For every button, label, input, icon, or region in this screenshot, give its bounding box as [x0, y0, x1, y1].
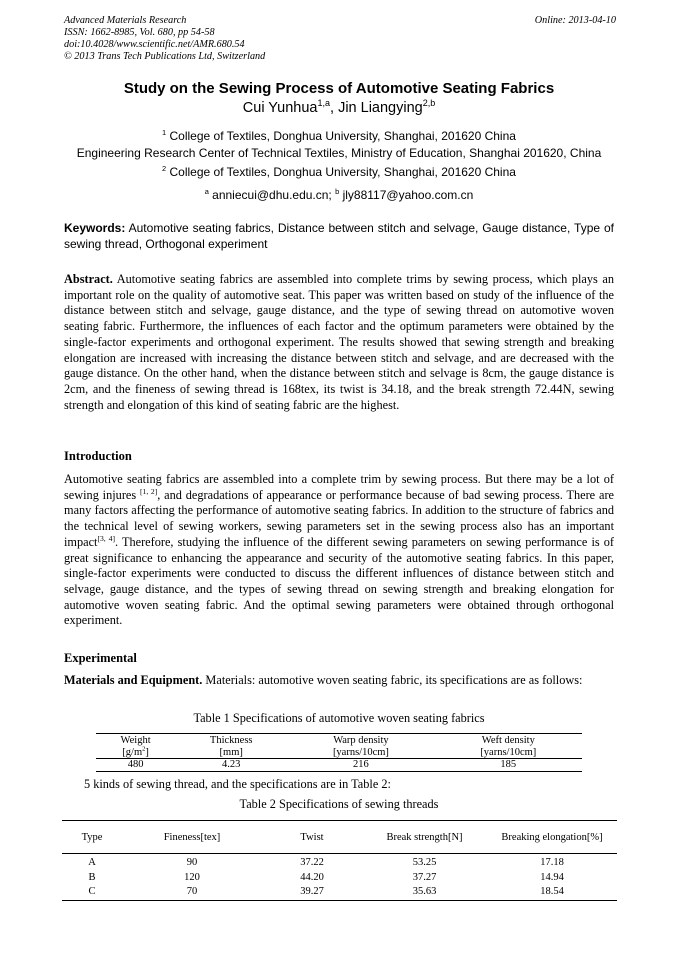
table-header-cell: Fineness[tex]: [122, 821, 262, 854]
table-header-cell: Thickness [mm]: [209, 735, 253, 758]
intro-text: . Therefore, studying the influence of the different sewing parameters on sewing performance is of great significance to enhancing the appearance and security of the automotive seating fabrics. In this paper, single-factor experiments were conducted to discuss the different influences of distance between stitch and selvage, gauge distance, and the types of sewing thread on sewing strength and breaking elongation for automotive woven seating fabric. And the optimal sewing parameters were obtained through orthogonal experiment.: [64, 534, 615, 628]
affiliation-1b: Engineering Research Center of Technical Textiles, Ministry of Education, Shanghai 201620, China: [76, 146, 602, 160]
online-date: Online: 2013-04-10: [534, 15, 616, 26]
affiliation-superscript: 1: [162, 128, 167, 137]
table-row: [96, 759, 582, 772]
author-list: [0, 100, 678, 116]
introduction-body: [64, 472, 614, 629]
table-header-cell: Break strength[N]: [362, 821, 487, 854]
email-a[interactable]: anniecui@dhu.edu.cn;: [208, 188, 336, 202]
journal-header: [64, 15, 616, 63]
email-superscript: a: [204, 187, 209, 196]
table-cell: 39.27: [300, 886, 324, 897]
journal-name: Advanced Materials Research: [64, 15, 187, 26]
table-cell: 480: [96, 759, 175, 772]
keywords: [64, 220, 614, 252]
table-cell: 35.63: [412, 886, 437, 897]
abstract-text: Automotive seating fabrics are assembled into complete trims by sewing process, which plays an important role on the quality of automotive seat. This paper was written based on study of the influence of the distance between stitch and selvage, gauge distance, and the type of sewing thread on automotive woven seating fabric. Furthermore, the influences of each factor and the optimum parameters were obtained by the single-factor experiments and orthogonal experiment. The results showed that sewing strength and breaking elongation are increased with increasing the distance between stitch and selvage, and are decreased with the gauge distance. On the other hand, when the distance between stitch and selvage is 8cm, the gauge distance is 2cm, and the fineness of sewing thread is 168tex, its twist is 34.18, and the break strength 72.44N, sewing strength and elongation of this kind of seating fabric are the highest.: [64, 272, 614, 412]
keywords-text: Automotive seating fabrics, Distance between stitch and selvage, Gauge distance, Type of sewing thread, Orthogonal experiment: [64, 221, 614, 251]
email-line: [0, 188, 678, 202]
materials-paragraph: [64, 673, 614, 689]
abstract: [64, 272, 614, 413]
table-cell: 17.18: [540, 857, 564, 868]
intro-text: Automotive seating fabrics are assembled into a complete trim by sewing process. But there may be a lot of sewing injures: [64, 472, 614, 502]
author-name: Cui Yunhua: [242, 100, 318, 116]
table-cell: B: [88, 871, 96, 883]
table-cell: 14.94: [540, 871, 564, 883]
table-header-cell: Warp density [yarns/10cm]: [332, 735, 389, 758]
table2: [62, 820, 617, 901]
table-cell: 44.20: [300, 871, 324, 883]
affiliation-2: [0, 165, 678, 179]
table-cell: 185: [435, 759, 582, 772]
affiliation-text: College of Textiles, Donghua University, Shanghai, 201620 China: [166, 129, 516, 143]
intro-text: , and degradations of appearance or performance because of bad sewing process. There are many factors affecting the performance of automotive seating fabrics. In addition to the structure of fabrics and the technical level of sewing workers, sewing parameters set in the sewing process also has an important impact: [64, 487, 614, 549]
doi: doi:10.4028/www.scientific.net/AMR.680.54: [64, 39, 245, 50]
table-cell: 4.23: [175, 759, 287, 772]
table-cell: 18.54: [540, 886, 564, 897]
table-row: [62, 871, 617, 886]
table-cell: 37.27: [412, 871, 437, 883]
table1: [96, 733, 582, 772]
issn: ISSN: 1662-8985, Vol. 680, pp 54-58: [64, 27, 215, 38]
author-name: Jin Liangying: [338, 100, 423, 116]
table-header-cell: Weft density [yarns/10cm]: [480, 735, 537, 758]
citation-ref[interactable]: [1, 2]: [140, 486, 158, 496]
table-cell: 120: [184, 871, 200, 883]
table-cell: 53.25: [412, 857, 437, 868]
introduction-heading: Introduction: [64, 449, 132, 463]
author-separator: ,: [330, 100, 339, 116]
materials-text: Materials: automotive woven seating fabric, its specifications are as follows:: [202, 673, 583, 687]
table-header-cell: Weight $[g/m^2]$: [120, 735, 151, 758]
table-cell: 90: [186, 857, 198, 868]
author-superscript: 1,a: [317, 98, 330, 109]
abstract-label: Abstract.: [64, 272, 113, 286]
email-b[interactable]: jly88117@yahoo.com.cn: [339, 188, 474, 202]
table-header-cell: Twist: [262, 821, 362, 854]
affiliation-text: College of Textiles, Donghua University, Shanghai, 201620 China: [166, 165, 516, 179]
experimental-heading: Experimental: [64, 651, 137, 665]
table-cell: 216: [287, 759, 434, 772]
table-cell: 70: [186, 886, 198, 897]
table-cell: C: [88, 886, 96, 897]
paper-title: Study on the Sewing Process of Automotive Seating Fabrics: [123, 80, 555, 97]
table-row: [62, 885, 617, 900]
affiliation-1: [0, 129, 678, 143]
thread-intro-text: 5 kinds of sewing thread, and the specifications are in Table 2:: [84, 777, 391, 791]
table1-caption: Table 1 Specifications of automotive woven seating fabrics: [193, 711, 485, 725]
author-superscript: 2,b: [422, 98, 436, 109]
table2-caption: Table 2 Specifications of sewing threads: [239, 797, 439, 811]
materials-label: Materials and Equipment.: [64, 673, 203, 687]
keywords-label: Keywords:: [64, 221, 126, 235]
copyright: © 2013 Trans Tech Publications Ltd, Switzerland: [64, 51, 266, 62]
affiliation-superscript: 2: [162, 164, 167, 173]
table-header-cell: Type: [62, 821, 122, 854]
email-superscript: b: [335, 187, 340, 196]
table-row: [62, 854, 617, 871]
table-header-row: [62, 821, 617, 854]
table-cell: 37.22: [300, 857, 324, 868]
table-header-cell: Breaking elongation[%]: [487, 821, 617, 854]
table-cell: A: [88, 857, 96, 868]
table-header-row: [96, 734, 582, 759]
citation-ref[interactable]: [3, 4]: [97, 533, 115, 543]
